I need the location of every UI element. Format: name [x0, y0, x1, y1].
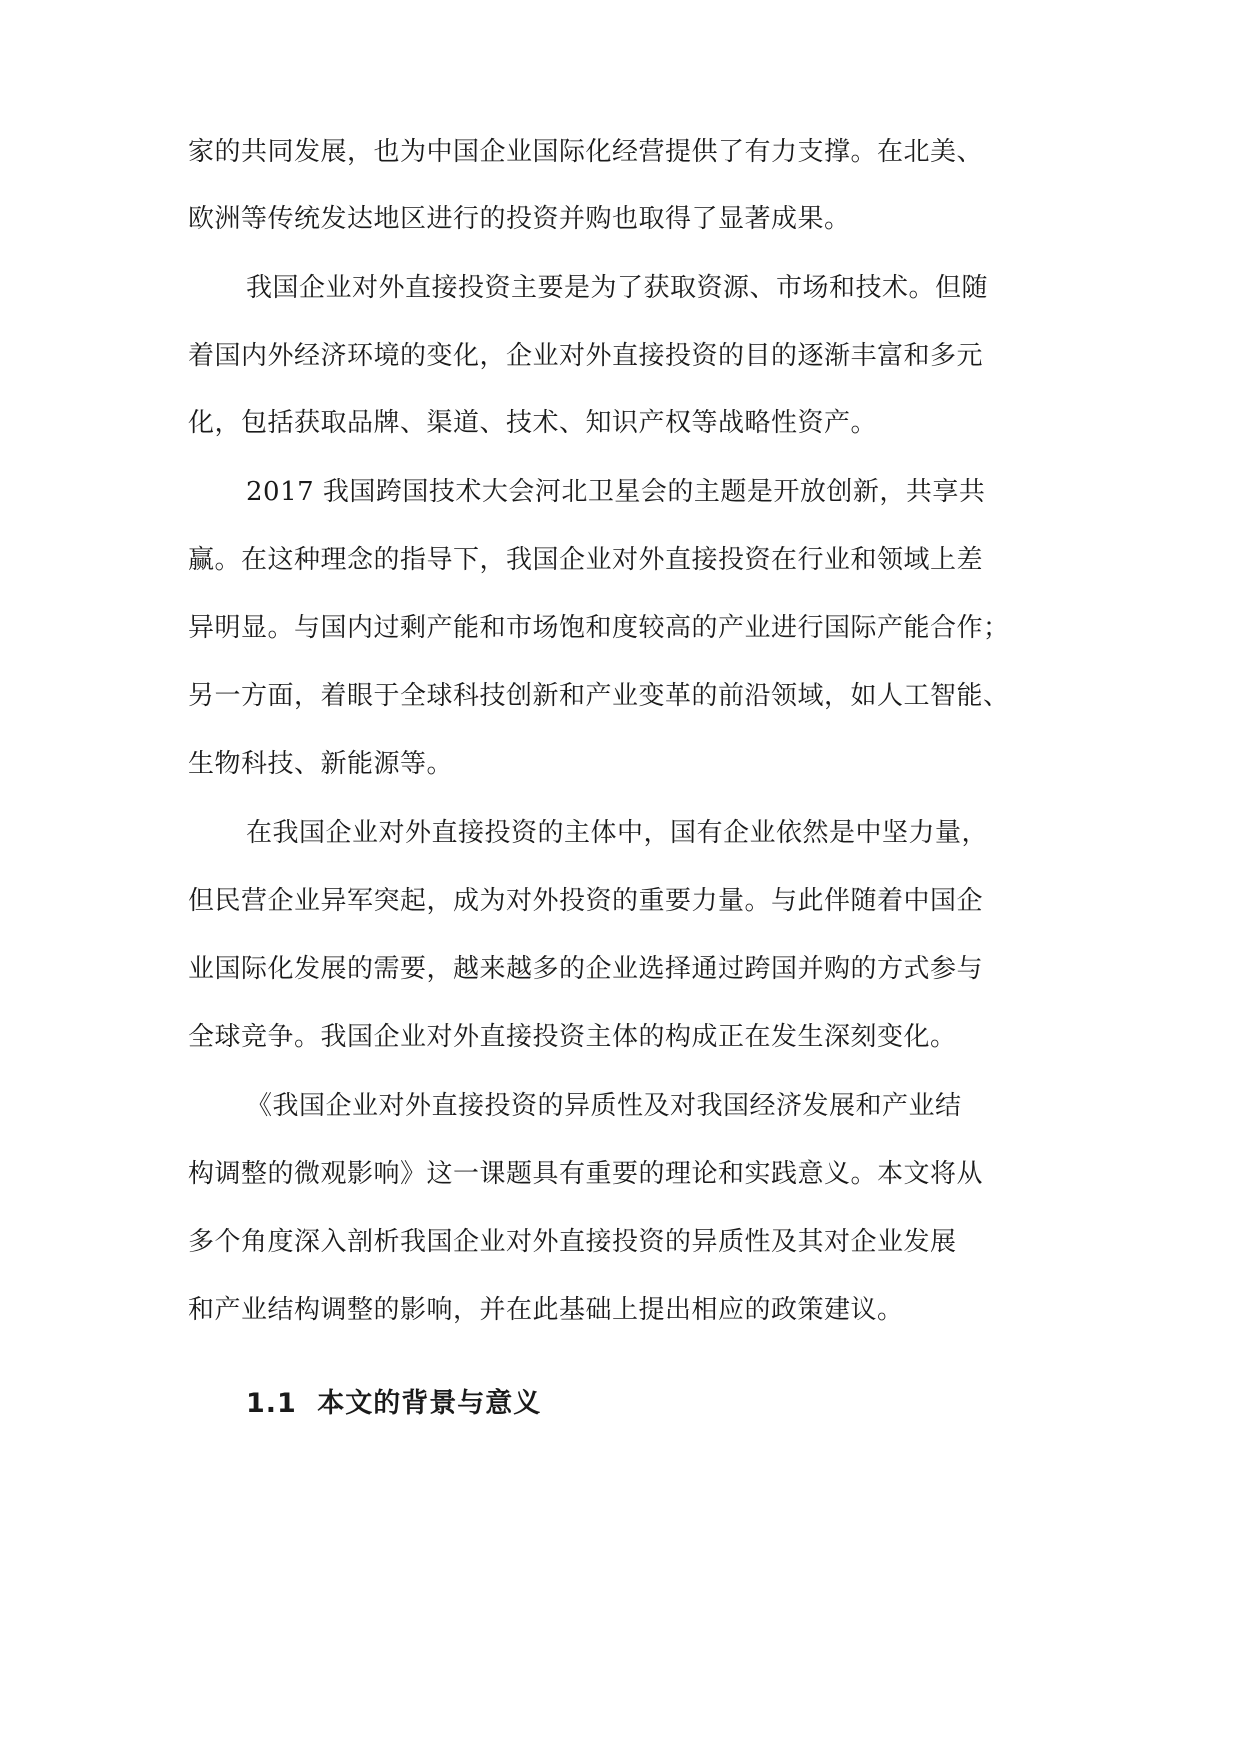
paragraph-line: 多个角度深入剖析我国企业对外直接投资的异质性及其对企业发展: [188, 1227, 957, 1257]
paragraph-line: 异明显。与国内过剩产能和市场饱和度较高的产业进行国际产能合作；: [188, 613, 1010, 643]
paragraph-line: 我国企业对外直接投资主要是为了获取资源、市场和技术。但随: [246, 273, 989, 303]
paragraph-line: 构调整的微观影响》这一课题具有重要的理论和实践意义。本文将从: [188, 1159, 984, 1189]
paragraph-line: 生物科技、新能源等。: [188, 749, 454, 779]
section-heading: [246, 1387, 541, 1421]
section-title: 本文的背景与意义: [317, 1388, 542, 1419]
paragraph-line: 但民营企业异军突起，成为对外投资的重要力量。与此伴随着中国企: [188, 886, 984, 916]
paragraph-line: 家的共同发展，也为中国企业国际化经营提供了有力支撑。在北美、: [188, 137, 984, 167]
paragraph-line: 赢。在这种理念的指导下，我国企业对外直接投资在行业和领域上差: [188, 545, 984, 575]
paragraph-line: 《我国企业对外直接投资的异质性及对我国经济发展和产业结: [246, 1091, 962, 1121]
section-number: 1.1: [246, 1388, 297, 1419]
paragraph-line: 欧洲等传统发达地区进行的投资并购也取得了显著成果。: [188, 204, 851, 234]
paragraph-line: 业国际化发展的需要，越来越多的企业选择通过跨国并购的方式参与: [188, 954, 984, 984]
paragraph-line: 化，包括获取品牌、渠道、技术、知识产权等战略性资产。: [188, 408, 878, 438]
paragraph-line: 全球竞争。我国企业对外直接投资主体的构成正在发生深刻变化。: [188, 1022, 957, 1052]
paragraph-line: 着国内外经济环境的变化，企业对外直接投资的目的逐渐丰富和多元: [188, 341, 984, 371]
paragraph-line: 和产业结构调整的影响，并在此基础上提出相应的政策建议。: [188, 1295, 904, 1325]
paragraph-line: 在我国企业对外直接投资的主体中，国有企业依然是中坚力量，: [246, 818, 989, 848]
paragraph-line: 2017 我国跨国技术大会河北卫星会的主题是开放创新，共享共: [246, 477, 986, 507]
paragraph-line: 另一方面，着眼于全球科技创新和产业变革的前沿领域，如人工智能、: [188, 681, 1010, 711]
